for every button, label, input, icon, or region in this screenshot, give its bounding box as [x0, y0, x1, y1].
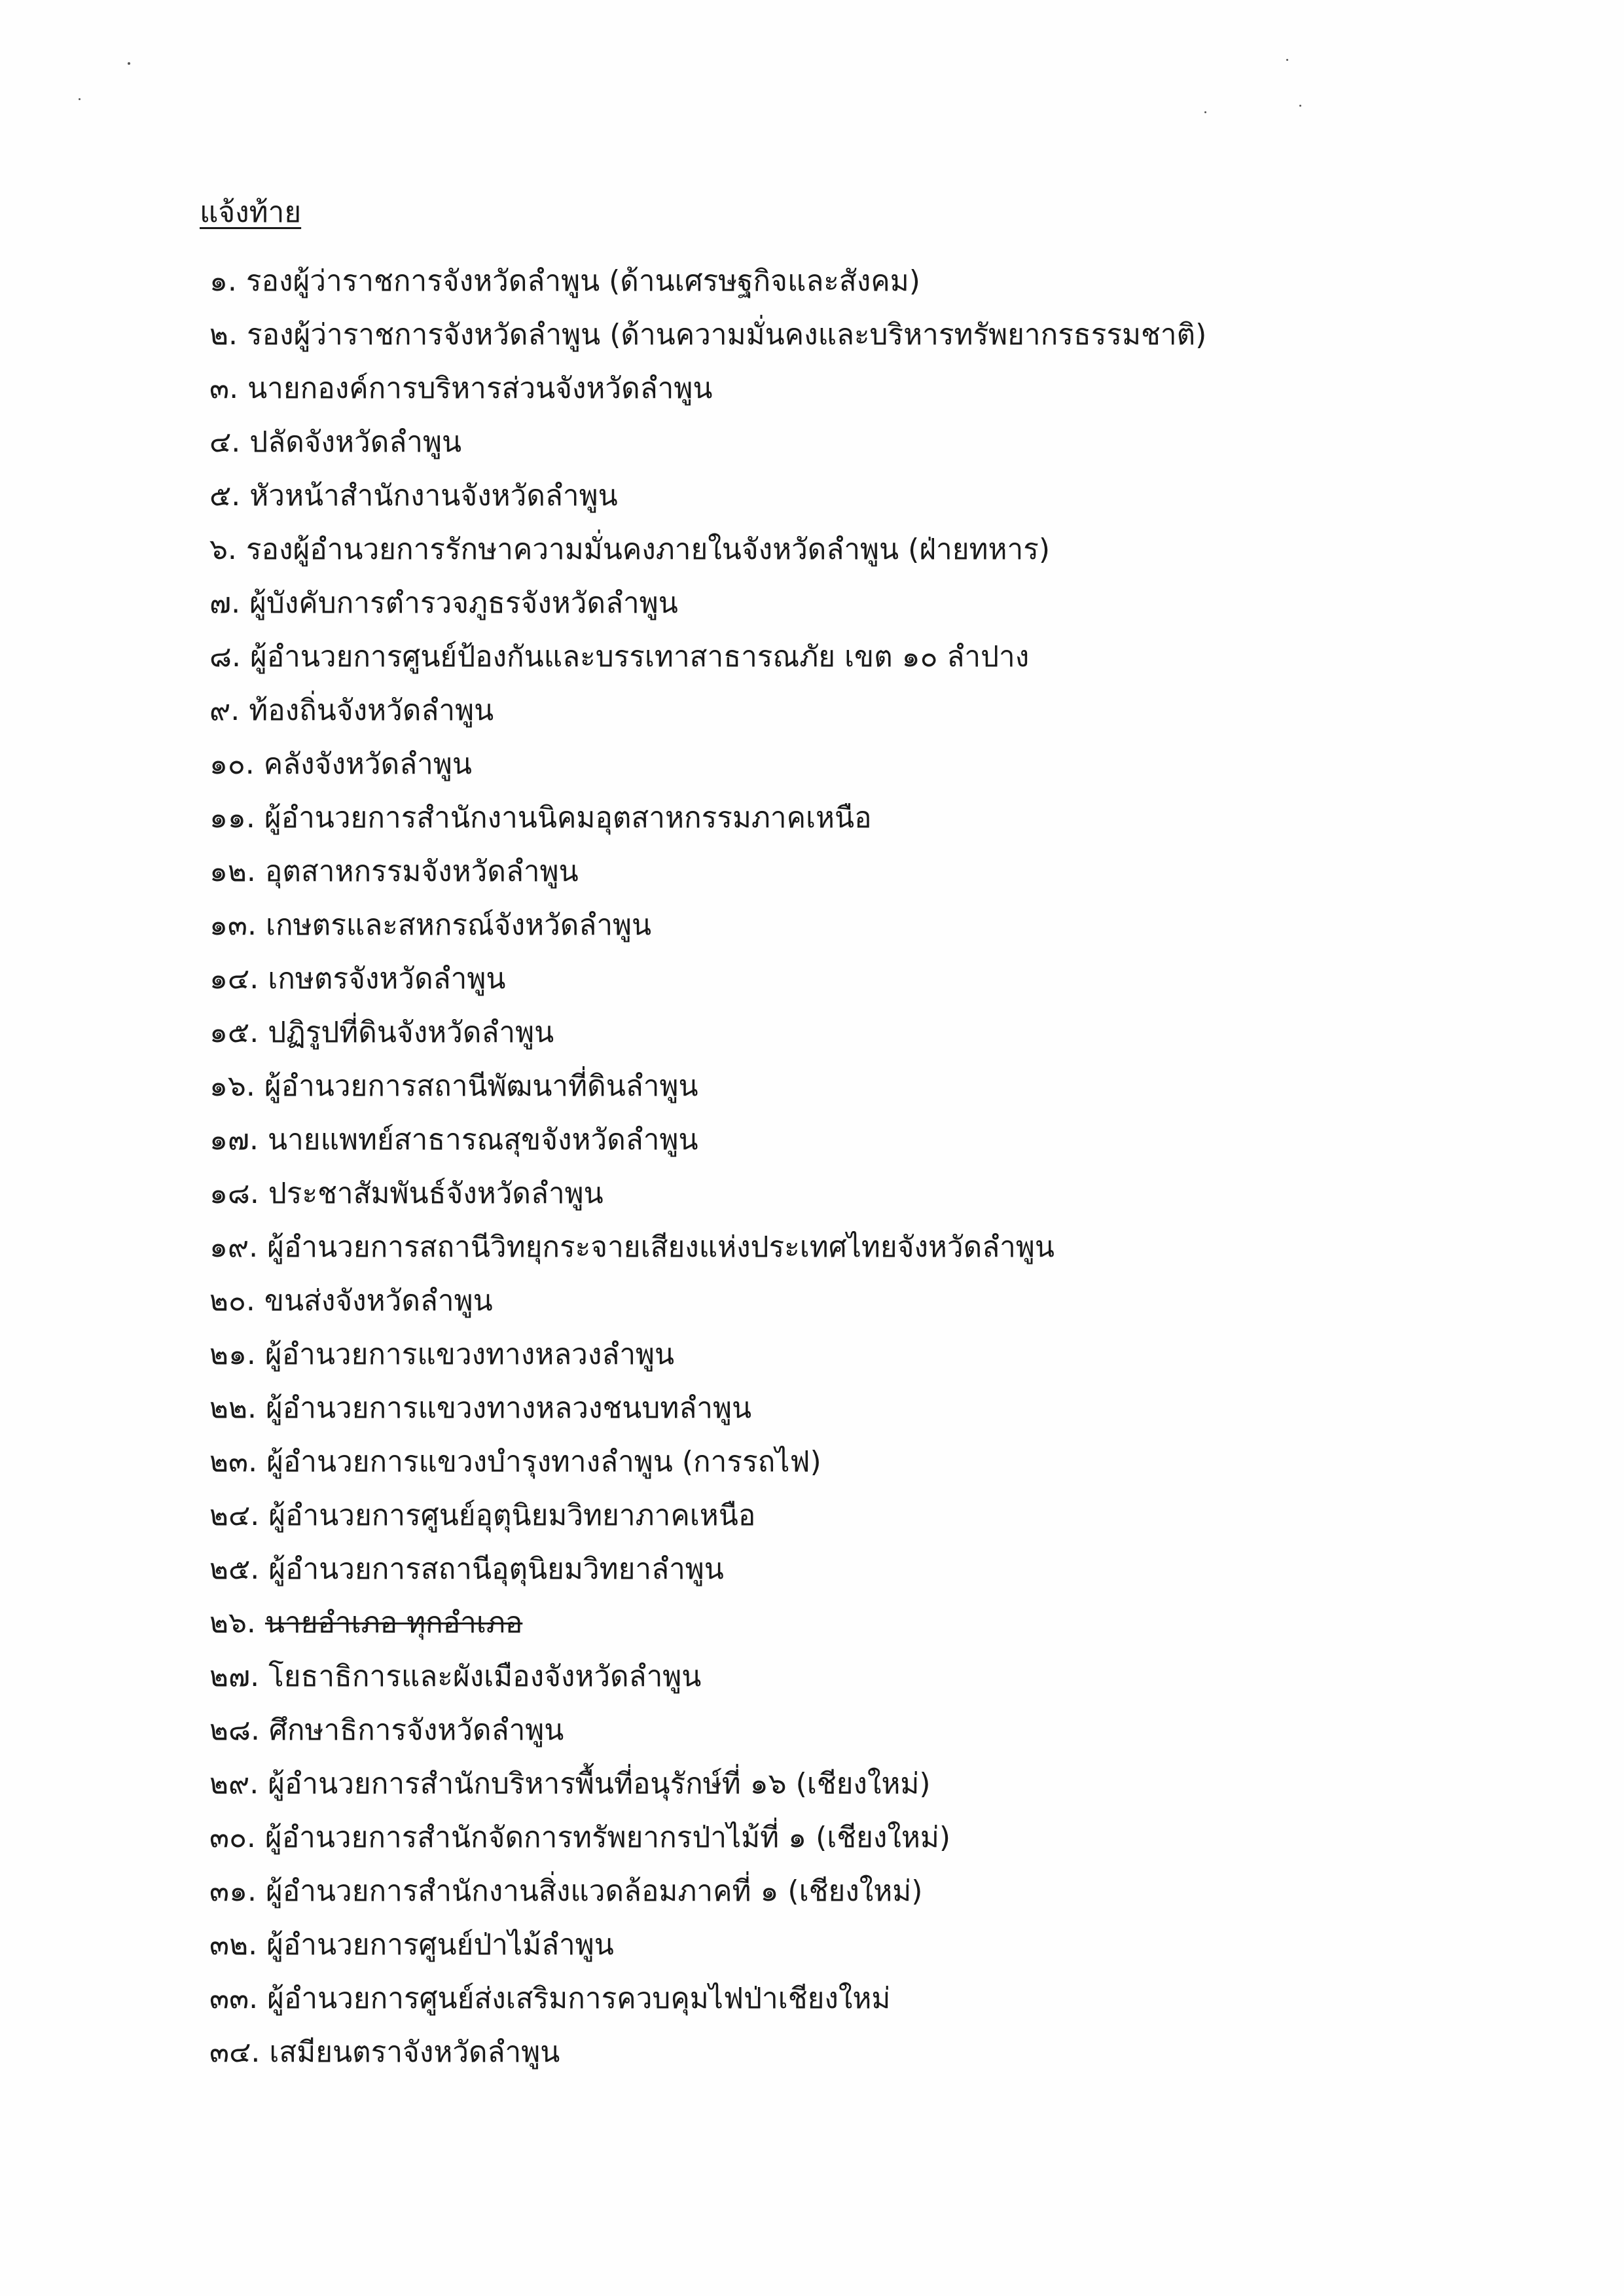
scan-speck — [128, 62, 130, 65]
item-text: ผู้อำนวยการศูนย์ส่งเสริมการควบคุมไฟป่าเชียงใหม่ — [267, 1982, 891, 2015]
list-item — [209, 529, 1206, 583]
list-item — [209, 422, 1206, 475]
item-number: ๓. — [209, 372, 239, 405]
list-item — [209, 690, 1206, 744]
item-number: ๒๗. — [209, 1660, 260, 1693]
item-text: ผู้อำนวยการแขวงทางหลวงชนบทลำพูน — [266, 1391, 752, 1425]
scan-speck — [79, 98, 81, 100]
item-text: อุตสาหกรรมจังหวัดลำพูน — [264, 855, 579, 888]
item-text: ท้องถิ่นจังหวัดลำพูน — [249, 694, 494, 727]
item-text: ขนส่งจังหวัดลำพูน — [264, 1284, 493, 1318]
item-number: ๒๙. — [209, 1767, 259, 1801]
item-number: ๙. — [209, 694, 240, 727]
item-number: ๑๑. — [209, 801, 255, 834]
item-number: ๑๘. — [209, 1177, 259, 1210]
item-number: ๒๔. — [209, 1499, 260, 1532]
item-number: ๓๒. — [209, 1928, 258, 1962]
item-number: ๑๔. — [209, 962, 259, 996]
item-text: ผู้อำนวยการสำนักงานสิ่งแวดล้อมภาคที่ ๑ (เชียงใหม่) — [266, 1874, 923, 1908]
item-number: ๒. — [209, 318, 238, 351]
item-number: ๒๓. — [209, 1445, 258, 1479]
list-item — [209, 1388, 1206, 1441]
list-item — [209, 1871, 1206, 1924]
item-text: เสมียนตราจังหวัดลำพูน — [269, 2036, 560, 2069]
list-item — [209, 314, 1206, 368]
item-text: ผู้อำนวยการสถานีอุตุนิยมวิทยาลำพูน — [268, 1552, 724, 1586]
list-item — [209, 1173, 1206, 1227]
list-item — [209, 1441, 1206, 1495]
list-item — [209, 1280, 1206, 1334]
list-item — [209, 1763, 1206, 1817]
list-item — [209, 368, 1206, 422]
item-text: นายอำเภอ ทุกอำเภอ — [264, 1606, 523, 1640]
item-number: ๒๐. — [209, 1284, 255, 1318]
recipient-list — [209, 260, 1206, 2085]
list-item — [209, 1978, 1206, 2032]
item-number: ๒๖. — [209, 1606, 256, 1640]
item-number: ๑๓. — [209, 908, 257, 942]
item-text: ศึกษาธิการจังหวัดลำพูน — [268, 1713, 564, 1747]
item-number: ๒๒. — [209, 1391, 257, 1425]
list-item — [209, 797, 1206, 851]
list-item — [209, 2032, 1206, 2085]
item-number: ๑๒. — [209, 855, 256, 888]
item-text: ผู้อำนวยการแขวงทางหลวงลำพูน — [264, 1338, 675, 1371]
item-text: ผู้อำนวยการสำนักงานนิคมอุตสาหกรรมภาคเหนือ — [264, 801, 872, 834]
item-text: ผู้อำนวยการสถานีวิทยุกระจายเสียงแห่งประเทศไทยจังหวัดลำพูน — [267, 1230, 1055, 1264]
item-number: ๑๖. — [209, 1069, 255, 1103]
item-number: ๓๔. — [209, 2036, 261, 2069]
item-text: เกษตรจังหวัดลำพูน — [268, 962, 506, 996]
list-item — [209, 1227, 1206, 1280]
item-number: ๑๗. — [209, 1123, 259, 1157]
item-text: ผู้อำนวยการศูนย์ป่าไม้ลำพูน — [266, 1928, 614, 1962]
page-title: แจ้งท้าย — [200, 196, 302, 229]
item-number: ๓๓. — [209, 1982, 259, 2015]
item-number: ๗. — [209, 586, 241, 620]
item-text: ผู้อำนวยการศูนย์ป้องกันและบรรเทาสาธารณภัย เขต ๑๐ ลำปาง — [249, 640, 1030, 673]
item-number: ๓๑. — [209, 1874, 257, 1908]
item-text: ผู้อำนวยการสำนักบริหารพื้นที่อนุรักษ์ที่ ๑๖ (เชียงใหม่) — [268, 1767, 931, 1801]
list-item — [209, 1549, 1206, 1602]
item-number: ๔. — [209, 425, 241, 459]
item-text: รองผู้ว่าราชการจังหวัดลำพูน (ด้านเศรษฐกิจและสังคม) — [245, 264, 920, 298]
list-item — [209, 1066, 1206, 1119]
item-number: ๑๙. — [209, 1230, 259, 1264]
list-item — [209, 1656, 1206, 1710]
item-number: ๓๐. — [209, 1821, 256, 1854]
item-text: ผู้บังคับการตำรวจภูธรจังหวัดลำพูน — [249, 586, 678, 620]
item-text: ผู้อำนวยการแขวงบำรุงทางลำพูน (การรถไฟ) — [266, 1445, 821, 1479]
scan-speck — [1299, 105, 1301, 107]
list-item — [209, 1602, 1206, 1656]
item-text: เกษตรและสหกรณ์จังหวัดลำพูน — [266, 908, 652, 942]
item-number: ๒๑. — [209, 1338, 256, 1371]
item-number: ๑. — [209, 264, 237, 298]
item-number: ๑๐. — [209, 747, 255, 781]
item-text: ปฏิรูปที่ดินจังหวัดลำพูน — [268, 1016, 554, 1049]
item-text: โยธาธิการและผังเมืองจังหวัดลำพูน — [268, 1660, 702, 1693]
item-number: ๖. — [209, 533, 237, 566]
list-item — [209, 1817, 1206, 1871]
list-item — [209, 1710, 1206, 1763]
item-number: ๘. — [209, 640, 241, 673]
item-text: ผู้อำนวยการสถานีพัฒนาที่ดินลำพูน — [264, 1069, 698, 1103]
item-text: นายแพทย์สาธารณสุขจังหวัดลำพูน — [268, 1123, 698, 1157]
item-text: ผู้อำนวยการศูนย์อุตุนิยมวิทยาภาคเหนือ — [268, 1499, 756, 1532]
item-number: ๕. — [209, 479, 241, 512]
item-text: นายกองค์การบริหารส่วนจังหวัดลำพูน — [247, 372, 713, 405]
list-item — [209, 851, 1206, 905]
item-number: ๒๕. — [209, 1552, 260, 1586]
list-item — [209, 260, 1206, 314]
list-item — [209, 583, 1206, 636]
list-item — [209, 958, 1206, 1012]
list-item — [209, 475, 1206, 529]
item-text: หัวหน้าสำนักงานจังหวัดลำพูน — [249, 479, 618, 512]
item-text: ปลัดจังหวัดลำพูน — [249, 425, 462, 459]
list-item — [209, 1924, 1206, 1978]
list-item — [209, 636, 1206, 690]
item-text: ผู้อำนวยการสำนักจัดการทรัพยากรป่าไม้ที่ ๑ (เชียงใหม่) — [264, 1821, 951, 1854]
list-item — [209, 1012, 1206, 1066]
item-text: ประชาสัมพันธ์จังหวัดลำพูน — [268, 1177, 604, 1210]
item-number: ๑๕. — [209, 1016, 259, 1049]
list-item — [209, 744, 1206, 797]
list-item — [209, 1119, 1206, 1173]
list-item — [209, 1495, 1206, 1549]
scan-speck — [1286, 59, 1288, 61]
list-item — [209, 905, 1206, 958]
item-text: คลังจังหวัดลำพูน — [263, 747, 472, 781]
list-item — [209, 1334, 1206, 1388]
item-text: รองผู้อำนวยการรักษาความมั่นคงภายในจังหวัดลำพูน (ฝ่ายทหาร) — [245, 533, 1051, 566]
scan-speck — [1204, 111, 1206, 113]
item-text: รองผู้ว่าราชการจังหวัดลำพูน (ด้านความมั่นคงและบริหารทรัพยากรธรรมชาติ) — [247, 318, 1207, 351]
item-number: ๒๘. — [209, 1713, 260, 1747]
